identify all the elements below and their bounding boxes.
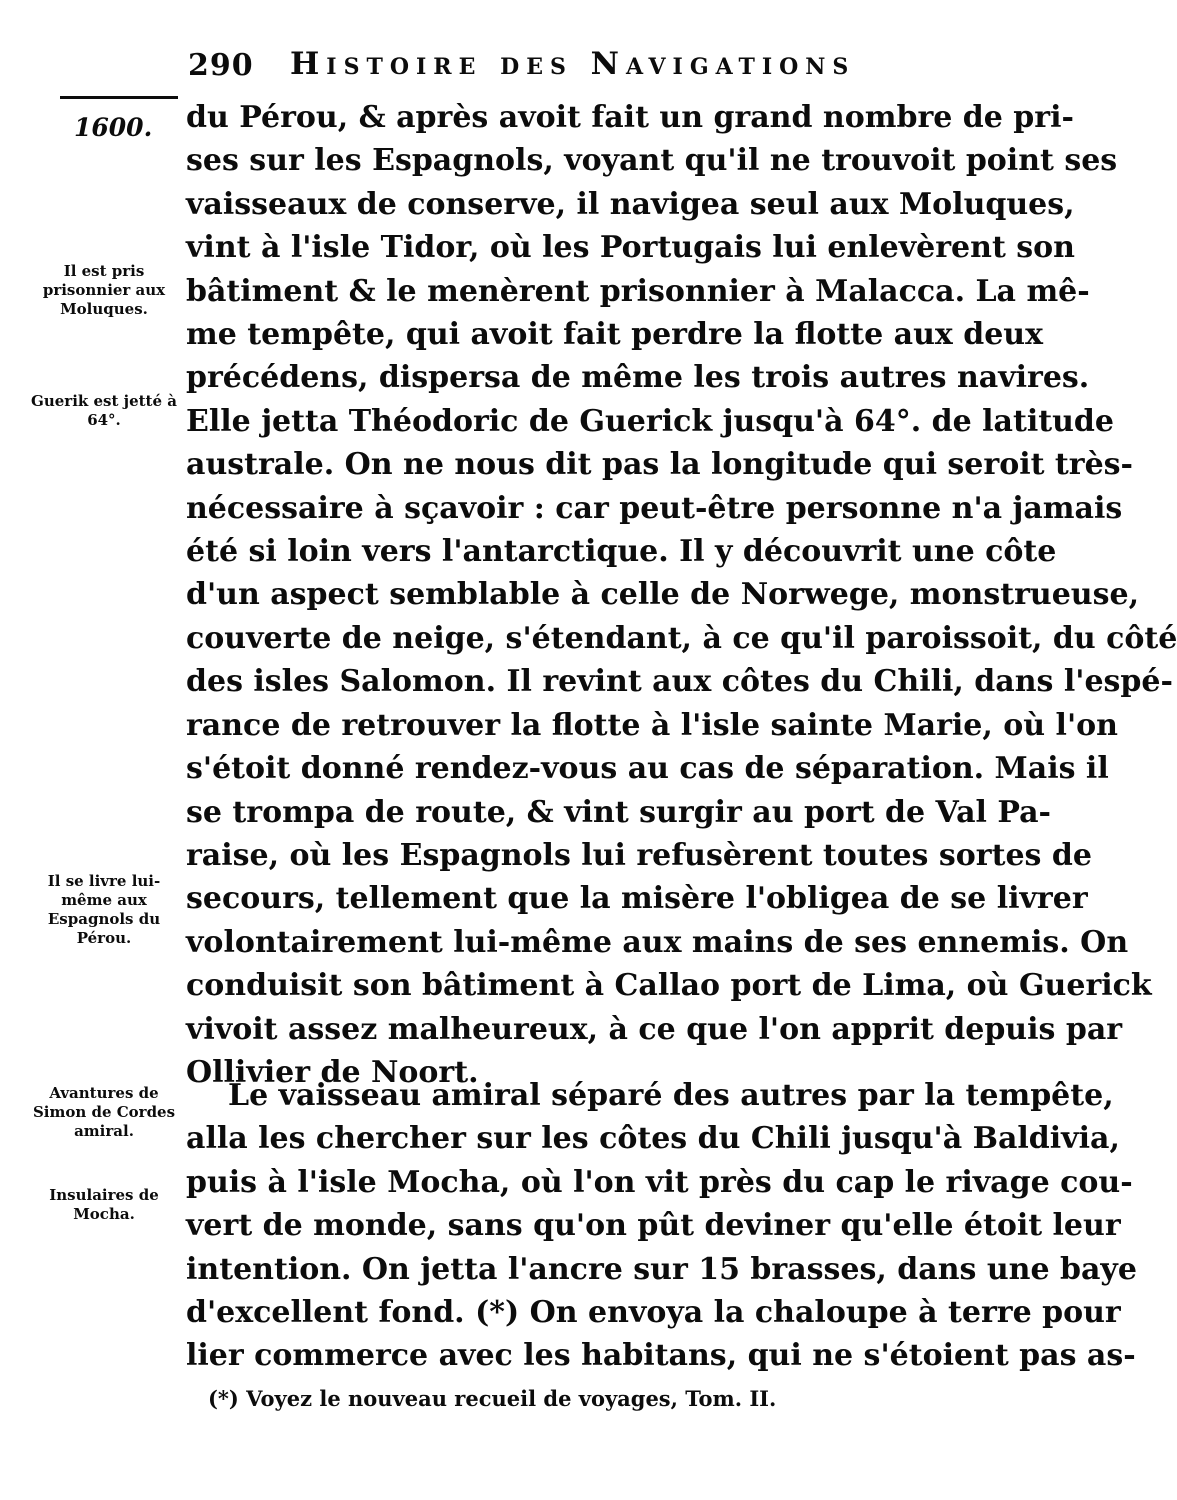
text-line: du Pérou, & après avoit fait un grand nombre de pri- (186, 100, 1074, 135)
text-line: conduisit son bâtiment à Callao port de Lima, où Guerick (186, 968, 1152, 1004)
running-title: Histoire des Navigations (290, 46, 856, 82)
paragraph-2 (186, 1074, 1137, 1378)
text-line: raise, où les Espagnols lui refusèrent toutes sortes de (186, 837, 1092, 873)
text-line: s'étoit donné rendez-vous au cas de séparation. Mais il (186, 751, 1109, 787)
header-rule (60, 96, 178, 99)
text-line: d'excellent fond. (*) On envoya la chaloupe à terre pour (186, 1295, 1121, 1331)
text-line: vint à l'isle Tidor, où les Portugais lui enlevèrent son (186, 230, 1075, 266)
paragraph-1 (186, 96, 1177, 1094)
text-line: volontairement lui-même aux mains de ses ennemis. On (186, 924, 1129, 960)
text-line: se trompa de route, & vint surgir au port de Val Pa- (186, 794, 1052, 830)
text-line: nécessaire à sçavoir : car peut-être personne n'a jamais (186, 490, 1123, 526)
margin-year: 1600. (74, 113, 153, 142)
margin-note: Il se livre lui-même aux Espagnols du Pérou. (47, 872, 161, 947)
margin-note: Insulaires de Mocha. (49, 1186, 159, 1223)
text-line: Le vaisseau amiral séparé des autres par la tempête, (228, 1078, 1114, 1113)
text-line: secours, tellement que la misère l'obligea de se livrer (186, 881, 1088, 917)
text-line: Elle jetta Théodoric de Guerick jusqu'à 64°. de latitude (186, 403, 1114, 439)
footnote-marker: (*) (208, 1386, 239, 1411)
text-line: des isles Salomon. Il revint aux côtes du Chili, dans l'espé- (186, 664, 1173, 700)
footnote (208, 1386, 776, 1411)
text-line: été si loin vers l'antarctique. Il y découvrit une côte (186, 534, 1057, 570)
page-number: 290 (188, 48, 254, 83)
text-line: vivoit assez malheureux, à ce que l'on apprit depuis par (186, 1011, 1123, 1047)
margin-note: Avantures de Simon de Cordes amiral. (32, 1084, 176, 1140)
text-line: bâtiment & le menèrent prisonnier à Malacca. La mê- (186, 273, 1090, 309)
text-line: rance de retrouver la flotte à l'isle sainte Marie, où l'on (186, 707, 1118, 743)
text-line: australe. On ne nous dit pas la longitude qui seroit très- (186, 447, 1133, 483)
text-line: puis à l'isle Mocha, où l'on vit près du cap le rivage cou- (186, 1164, 1133, 1200)
text-line: vert de monde, sans qu'on pût deviner qu'elle étoit leur (186, 1208, 1121, 1244)
text-line: d'un aspect semblable à celle de Norwege, monstrueuse, (186, 577, 1140, 613)
text-line: vaisseaux de conserve, il navigea seul aux Moluques, (186, 186, 1075, 222)
text-line: ses sur les Espagnols, voyant qu'il ne trouvoit point ses (186, 143, 1118, 179)
text-line: couverte de neige, s'étendant, à ce qu'il paroissoit, du côté (186, 620, 1177, 656)
text-line: me tempête, qui avoit fait perdre la flotte aux deux (186, 317, 1043, 353)
text-line: intention. On jetta l'ancre sur 15 brasses, dans une baye (186, 1251, 1137, 1287)
footnote-text: Voyez le nouveau recueil de voyages, Tom. II. (246, 1386, 777, 1411)
text-line: précédens, dispersa de même les trois autres navires. (186, 360, 1090, 396)
margin-note: Il est pris prisonnier aux Moluques. (42, 262, 166, 318)
text-line: alla les chercher sur les côtes du Chili jusqu'à Baldivia, (186, 1121, 1120, 1157)
text-line: Ollivier de Noort. (186, 1054, 479, 1090)
text-line: lier commerce avec les habitans, qui ne s'étoient pas as- (186, 1338, 1136, 1374)
margin-note: Guerik est jetté à 64°. (31, 392, 177, 429)
